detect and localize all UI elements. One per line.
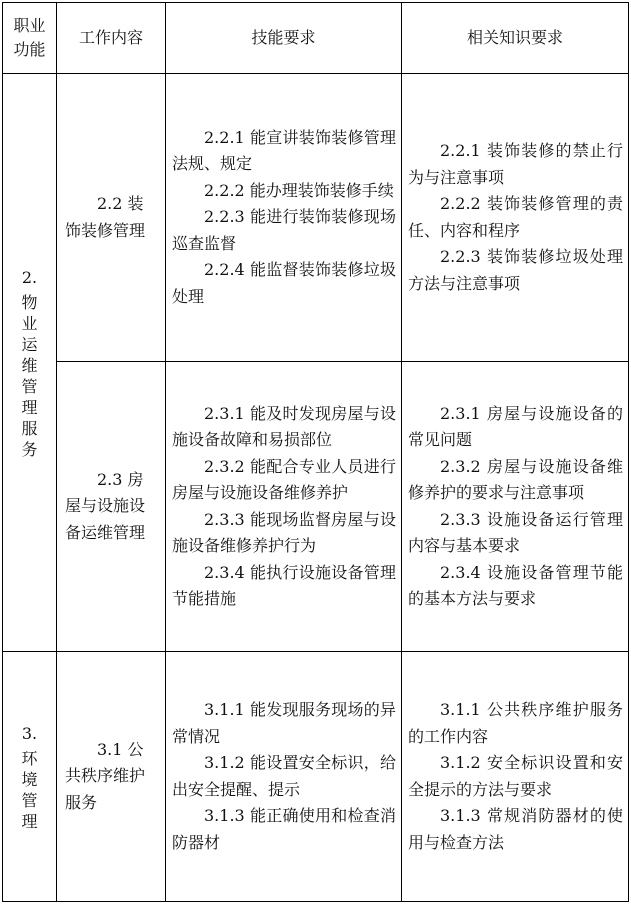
skill-item: 3.1.3 能正确使用和检查消防器材	[172, 806, 396, 852]
function-number: 2.	[21, 268, 38, 288]
knowledge-item: 2.3.4 设施设备管理节能的基本方法与要求	[408, 562, 623, 608]
knowledge-cell	[402, 652, 629, 902]
knowledge-cell	[402, 362, 629, 652]
skill-item: 2.2.4 能监督装饰装修垃圾处理	[172, 260, 396, 306]
knowledge-item: 3.1.2 安全标识设置和安全提示的方法与要求	[408, 753, 623, 799]
knowledge-item: 2.2.2 装饰装修管理的责任、内容和程序	[408, 194, 623, 240]
header-content: 工作内容	[57, 3, 166, 74]
skill-requirements-table	[2, 2, 629, 902]
skill-cell	[166, 652, 402, 902]
skill-item: 3.1.2 能设置安全标识，给出安全提醒、提示	[172, 753, 396, 799]
knowledge-cell	[402, 74, 629, 362]
skill-item: 2.2.2 能办理装饰装修手续	[204, 180, 394, 200]
skill-cell	[166, 74, 402, 362]
function-title: 环境管理	[21, 748, 38, 831]
skill-item: 2.3.1 能及时发现房屋与设施设备故障和易损部位	[172, 403, 396, 449]
header-skill: 技能要求	[166, 3, 402, 74]
function-cell	[3, 652, 57, 902]
table-row	[3, 74, 629, 362]
skill-item: 2.3.2 能配合专业人员进行房屋与设施设备维修养护	[172, 456, 396, 502]
header-row	[3, 3, 629, 74]
knowledge-item: 2.2.3 装饰装修垃圾处理方法与注意事项	[408, 247, 623, 293]
header-knowledge: 相关知识要求	[402, 3, 629, 74]
skill-cell	[166, 362, 402, 652]
skill-item: 3.1.1 能发现服务现场的异常情况	[172, 700, 396, 746]
table-row	[3, 652, 629, 902]
skill-item: 2.2.1 能宣讲装饰装修管理法规、规定	[172, 127, 396, 174]
work-content-cell: 3.1 公共秩序维护服务	[57, 652, 166, 902]
skill-item: 2.3.4 能执行设施设备管理节能措施	[172, 562, 396, 608]
table-row	[3, 362, 629, 652]
knowledge-item: 2.3.1 房屋与设施设备的常见问题	[408, 403, 623, 449]
function-title: 物业运维管理服务	[21, 292, 38, 459]
skill-item: 2.3.3 能现场监督房屋与设施设备维修养护行为	[172, 509, 396, 555]
knowledge-item: 2.3.3 设施设备运行管理内容与基本要求	[408, 509, 623, 555]
knowledge-item: 2.2.1 装饰装修的禁止行为与注意事项	[408, 141, 623, 187]
header-function: 职业 功能	[3, 3, 57, 74]
knowledge-item: 3.1.3 常规消防器材的使用与检查方法	[408, 806, 623, 852]
work-content-cell: 2.3 房屋与设施设备运维管理	[57, 362, 166, 652]
knowledge-item: 3.1.1 公共秩序维护服务的工作内容	[408, 700, 623, 746]
knowledge-item: 2.3.2 房屋与设施设备维修养护的要求与注意事项	[408, 456, 623, 502]
function-cell	[3, 74, 57, 652]
skill-item: 2.2.3 能进行装饰装修现场巡查监督	[172, 207, 396, 253]
work-content-cell: 2.2 装饰装修管理	[57, 74, 166, 362]
function-number: 3.	[21, 724, 38, 744]
